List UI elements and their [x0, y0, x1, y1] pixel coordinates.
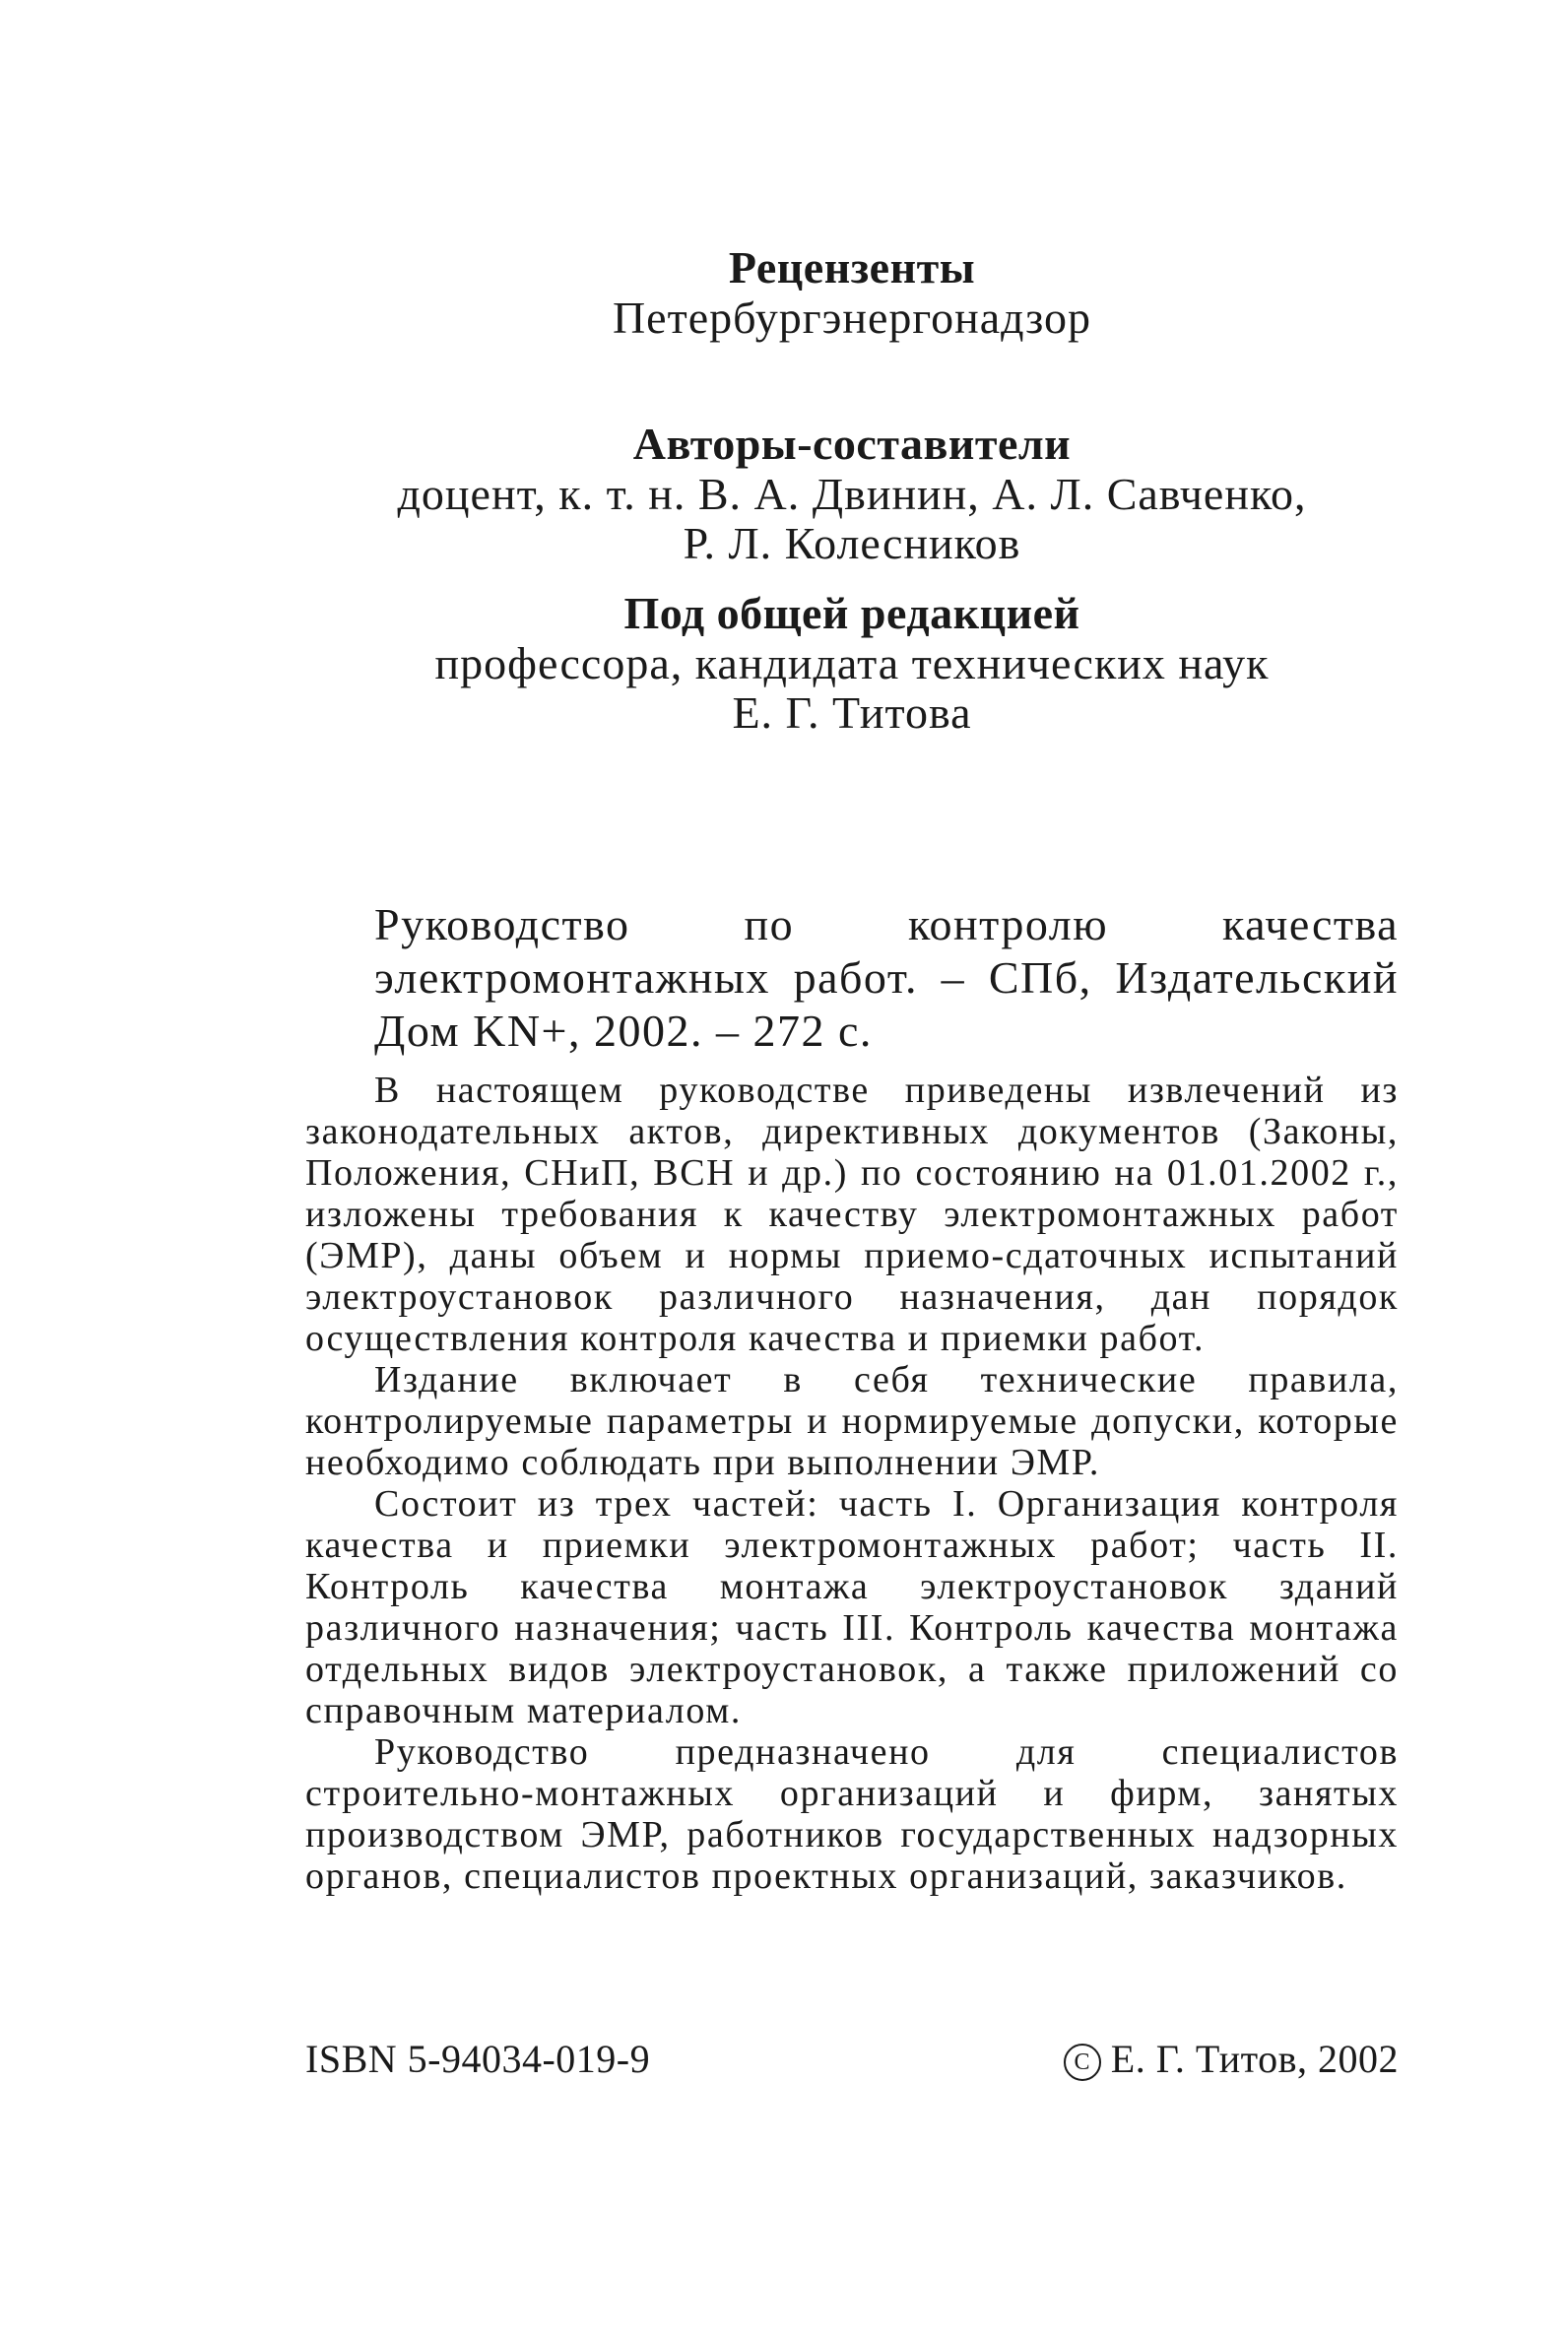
authors-section [305, 419, 1399, 568]
reviewers-section [305, 242, 1399, 343]
authors-heading: Авторы-составители [632, 419, 1072, 469]
annotation [305, 1070, 1399, 1897]
copyright-icon: C [1064, 2044, 1101, 2081]
bibliographic-reference: Руководство по контролю качества электромонтажных работ. – СПб, Издательский Дом KN+, 2002. – 272 с. [374, 899, 1399, 1056]
copyright-holder: Е. Г. Титов, 2002 [1110, 2037, 1399, 2081]
editor-heading: Под общей редакцией [623, 588, 1080, 638]
editor-line-1: профессора, кандидата технических наук [434, 638, 1270, 688]
editor-section [305, 588, 1399, 738]
reviewers-heading: Рецензенты [728, 242, 976, 293]
editor-line-2: Е. Г. Титова [732, 687, 972, 738]
isbn: ISBN 5-94034-019-9 [305, 2037, 651, 2081]
annotation-paragraph: Состоит из трех частей: часть I. Организация контроля качества и приемки электромонтажных работ; часть II. Контроль качества монтажа электроустановок зданий различного назначения; часть III. Контроль качества монтажа отдельных видов электроустановок, а также приложений со справочным материалом. [305, 1483, 1399, 1731]
reviewers-name: Петербургэнергонадзор [612, 293, 1092, 343]
authors-line-2: Р. Л. Колесников [683, 518, 1021, 568]
copyright [1064, 2036, 1399, 2083]
annotation-paragraph: Издание включает в себя технические правила, контролируемые параметры и нормируемые допуски, которые необходимо соблюдать при выполнении ЭМР. [305, 1359, 1399, 1483]
authors-line-1: доцент, к. т. н. В. А. Двинин, А. Л. Савченко, [397, 469, 1307, 519]
annotation-paragraph: В настоящем руководстве приведены извлечений из законодательных актов, директивных документов (Законы, Положения, СНиП, ВСН и др.) по состоянию на 01.01.2002 г., изложены требования к качеству электромонтажных работ (ЭМР), даны объем и нормы приемо-сдаточных испытаний электроустановок различного назначения, дан порядок осуществления контроля качества и приемки работ. [305, 1070, 1399, 1359]
annotation-paragraph: Руководство предназначено для специалистов строительно-монтажных организаций и фирм, занятых производством ЭМР, работников государственных надзорных органов, специалистов проектных организаций, заказчиков. [305, 1731, 1399, 1897]
